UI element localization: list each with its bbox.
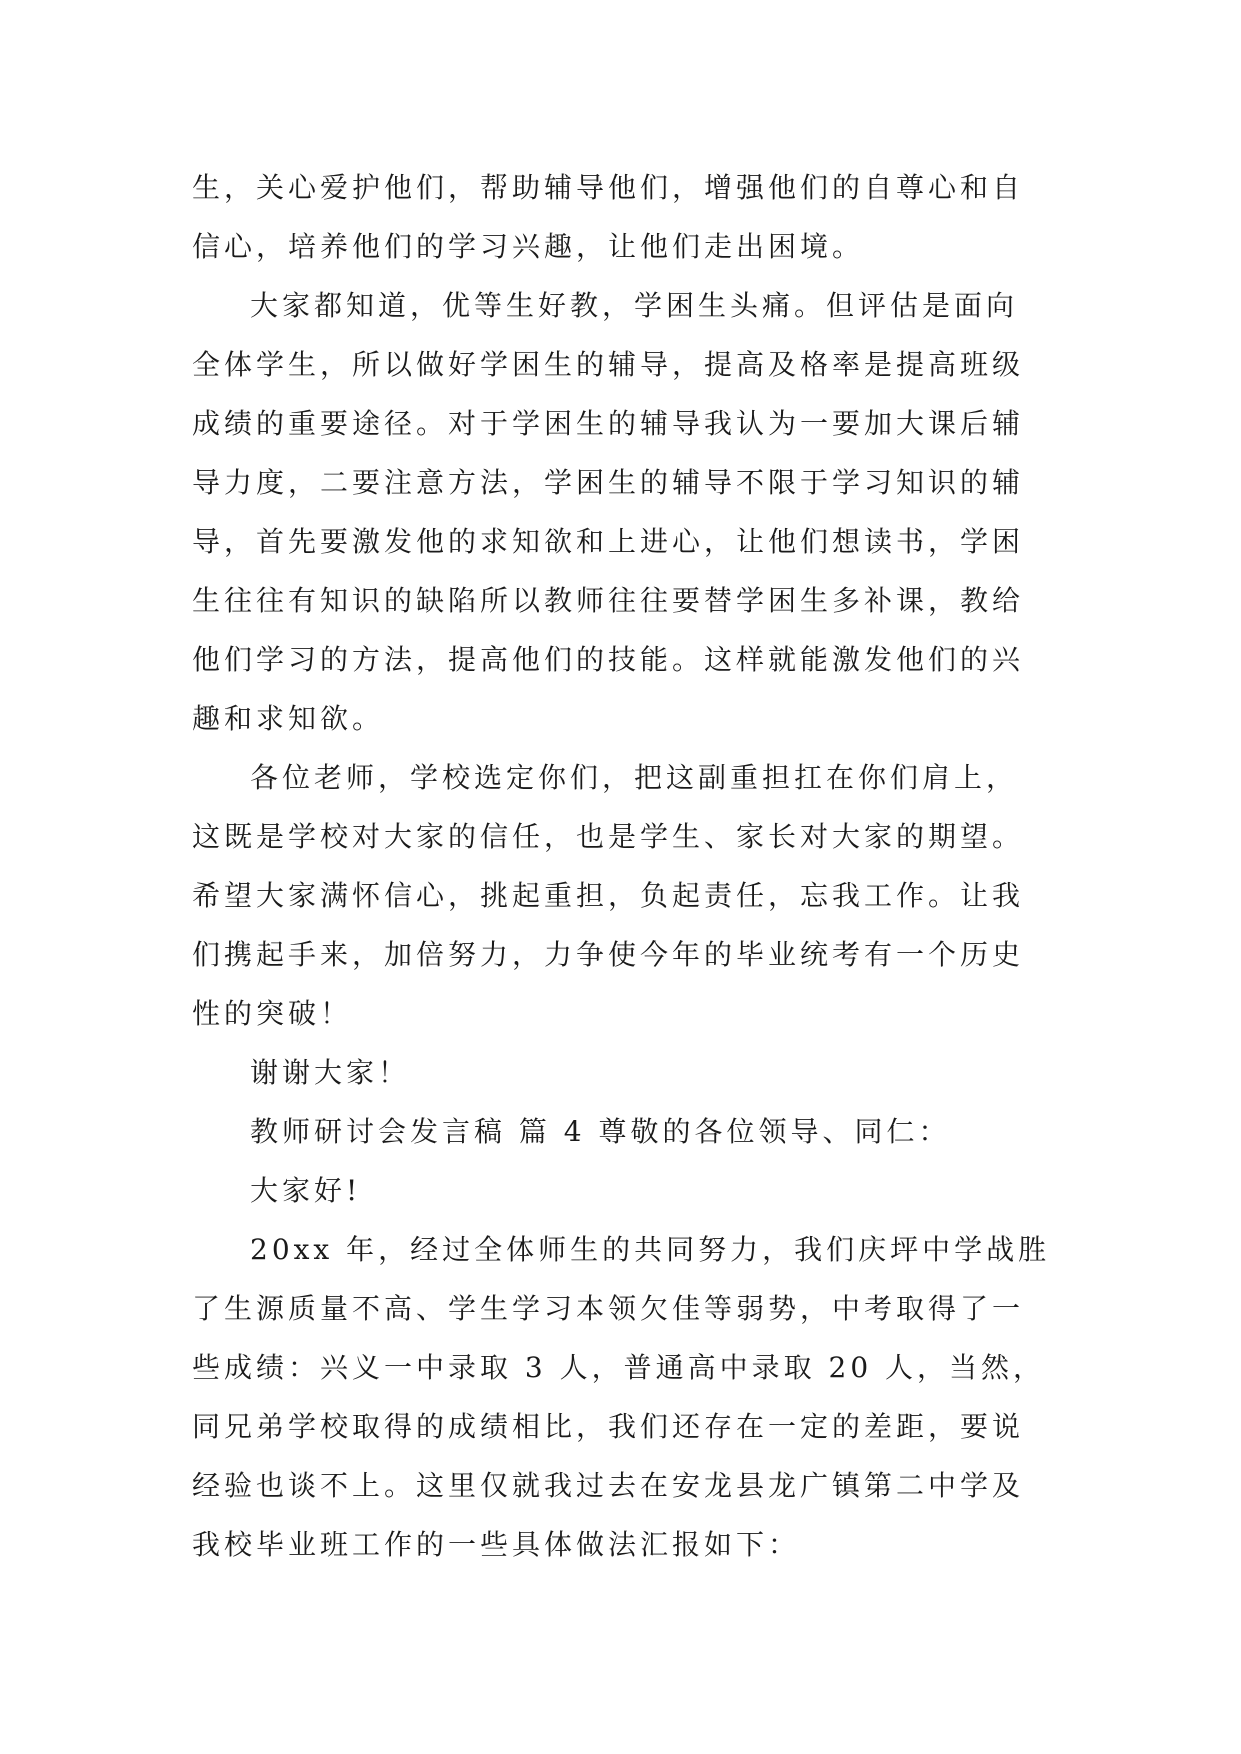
- text-line: 同兄弟学校取得的成绩相比，我们还存在一定的差距，要说: [192, 1410, 1025, 1443]
- text-line: 生往往有知识的缺陷所以教师往往要替学困生多补课，教给: [192, 584, 1025, 617]
- text-line: 成绩的重要途径。对于学困生的辅导我认为一要加大课后辅: [192, 407, 1025, 440]
- text-line: 些成绩：兴义一中录取 3 人，普通高中录取 20 人，当然，: [192, 1351, 1046, 1384]
- text-line: 他们学习的方法，提高他们的技能。这样就能激发他们的兴: [192, 643, 1025, 676]
- text-line: 希望大家满怀信心，挑起重担，负起责任，忘我工作。让我: [192, 879, 1025, 912]
- text-line: 趣和求知欲。: [192, 702, 385, 735]
- text-line: 导，首先要激发他的求知欲和上进心，让他们想读书，学困: [192, 525, 1025, 558]
- document-body: [192, 158, 1052, 1574]
- text-line: 20xx 年，经过全体师生的共同努力，我们庆坪中学战胜: [250, 1233, 1051, 1266]
- text-line: 们携起手来，加倍努力，力争使今年的毕业统考有一个历史: [192, 938, 1025, 971]
- text-line: 信心，培养他们的学习兴趣，让他们走出困境。: [192, 230, 865, 263]
- text-line: 全体学生，所以做好学困生的辅导，提高及格率是提高班级: [192, 348, 1025, 381]
- text-line: 这既是学校对大家的信任，也是学生、家长对大家的期望。: [192, 820, 1025, 853]
- text-line: 导力度，二要注意方法，学困生的辅导不限于学习知识的辅: [192, 466, 1025, 499]
- text-line: 各位老师，学校选定你们，把这副重担扛在你们肩上，: [250, 761, 1019, 794]
- text-line: 教师研讨会发言稿 篇 4 尊敬的各位领导、同仁：: [250, 1115, 951, 1148]
- text-line: 我校毕业班工作的一些具体做法汇报如下：: [192, 1528, 801, 1561]
- text-line: 了生源质量不高、学生学习本领欠佳等弱势，中考取得了一: [192, 1292, 1025, 1325]
- text-line: 谢谢大家！: [250, 1056, 411, 1089]
- text-line: 生，关心爱护他们，帮助辅导他们，增强他们的自尊心和自: [192, 171, 1025, 204]
- text-line: 大家好!: [250, 1174, 362, 1207]
- text-line: 性的突破！: [192, 997, 353, 1030]
- text-line: 大家都知道，优等生好教，学困生头痛。但评估是面向: [250, 289, 1019, 322]
- text-line: 经验也谈不上。这里仅就我过去在安龙县龙广镇第二中学及: [192, 1469, 1025, 1502]
